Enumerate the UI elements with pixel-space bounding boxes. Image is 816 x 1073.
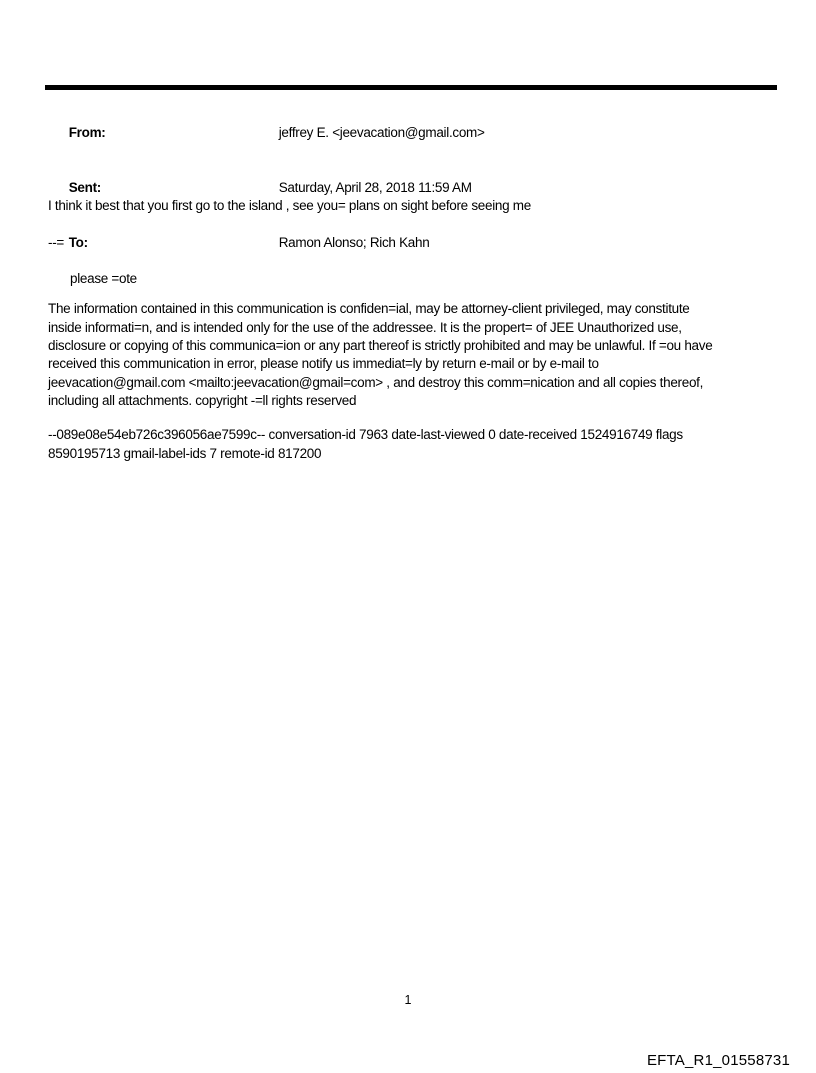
page-number: 1: [404, 993, 412, 1007]
disclaimer-line: including all attachments. copyright -=ll rights reserved: [48, 392, 357, 408]
header-from-value: jeffrey E. <jeevacation@gmail.com>: [278, 125, 485, 141]
header-divider-rule: [45, 85, 777, 90]
signature-delimiter: --=: [48, 234, 64, 250]
disclaimer-line: jeevacation@gmail.com <mailto:jeevacation@gmail=com> , and destroy this comm=nication and all copies thereof,: [48, 374, 704, 390]
header-to-label: To:: [68, 235, 88, 251]
header-to-value: Ramon Alonso; Rich Kahn: [278, 235, 430, 251]
mime-trailer-paragraph: [48, 426, 788, 463]
blank-line: [48, 215, 788, 233]
bates-number: EFTA_R1_01558731: [646, 1052, 790, 1069]
note-line: please =ote: [70, 271, 137, 287]
blank-line: [48, 252, 788, 270]
header-from-label: From:: [68, 125, 106, 141]
body-opening-line: I think it best that you first go to the island , see you= plans on sight before seeing me: [48, 198, 531, 213]
header-from-row: [48, 106, 485, 161]
header-sent-value: Saturday, April 28, 2018 11:59 AM: [278, 180, 472, 196]
mime-trailer-line: 8590195713 gmail-label-ids 7 remote-id 817200: [48, 445, 322, 461]
disclaimer-line: inside informati=n, and is intended only for the use of the addressee. It is the propert= of JEE Unauthorized use,: [48, 319, 682, 335]
disclaimer-line: The information contained in this communication is confiden=ial, may be attorney-client privileged, may constitute: [48, 301, 690, 317]
mime-trailer-line: --089e08e54eb726c396056ae7599c-- conversation-id 7963 date-last-viewed 0 date-received 1524916749 flags: [48, 427, 683, 443]
email-body: [48, 197, 788, 463]
disclaimer-paragraph: [48, 300, 788, 410]
disclaimer-line: disclosure or copying of this communica=ion or any part thereof is strictly prohibited and may be unlawful. If =ou have: [48, 338, 713, 354]
disclaimer-line: received this communication in error, please notify us immediat=ly by return e-mail or by e-mail to: [48, 356, 599, 372]
header-sent-label: Sent:: [68, 180, 101, 196]
